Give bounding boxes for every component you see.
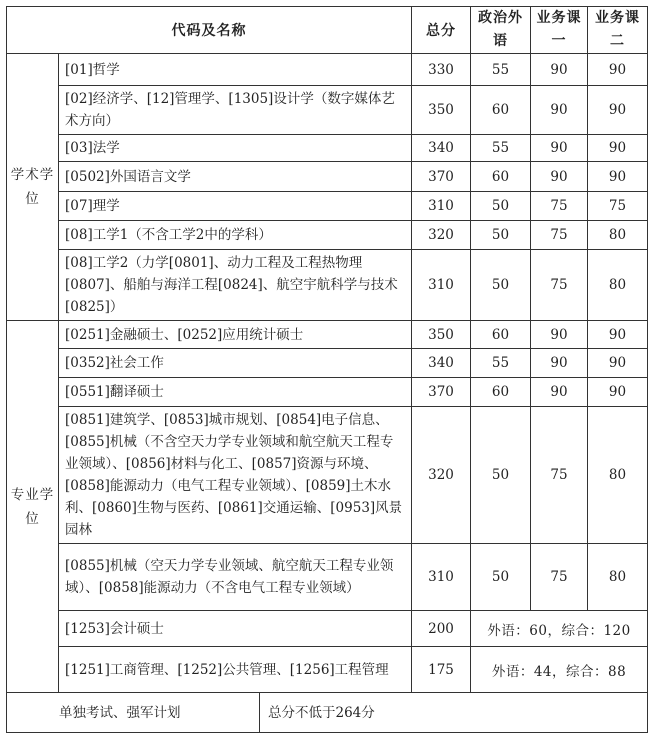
footer-value: 总分不低于264分 — [260, 693, 648, 733]
footer-row — [7, 693, 648, 733]
row-name: [1251]工商管理、[1252]公共管理、[1256]工程管理 — [59, 647, 412, 693]
score-table — [6, 6, 648, 733]
row-course1: 75 — [531, 192, 588, 221]
row-total: 340 — [412, 349, 471, 378]
row-total: 175 — [412, 647, 471, 693]
row-name: [08]工学1（不含工学2中的学科） — [59, 221, 412, 250]
table-row — [7, 54, 648, 86]
table-row — [7, 407, 648, 544]
row-name: [02]经济学、[12]管理学、[1305]设计学（数字媒体艺术方向） — [59, 86, 412, 135]
row-politics: 60 — [471, 162, 531, 192]
row-total: 370 — [412, 378, 471, 407]
row-name: [07]理学 — [59, 192, 412, 221]
row-name: [0551]翻译硕士 — [59, 378, 412, 407]
row-politics: 50 — [471, 544, 531, 611]
row-course2: 90 — [588, 54, 648, 86]
row-total: 310 — [412, 544, 471, 611]
table-row — [7, 135, 648, 162]
row-course2: 90 — [588, 162, 648, 192]
footer-label: 单独考试、强军计划 — [7, 693, 260, 733]
header-name: 代码及名称 — [7, 7, 412, 54]
category-professional: 专业学位 — [7, 321, 59, 693]
header-course2: 业务课二 — [588, 7, 648, 54]
row-course1: 75 — [531, 250, 588, 321]
row-total: 320 — [412, 221, 471, 250]
table-row — [7, 647, 648, 693]
row-course1: 90 — [531, 162, 588, 192]
row-politics: 60 — [471, 378, 531, 407]
row-name: [0851]建筑学、[0853]城市规划、[0854]电子信息、[0855]机械（不含空天力学专业领域和航空航天工程专业领域）、[0856]材料与化工、[0857]资源与环境、[0858]能源动力（电气工程专业领域）、[0859]土木水利、[0860]生物与医药、[0861]交通运输、[0953]风景园林 — [59, 407, 412, 544]
row-name: [0251]金融硕士、[0252]应用统计硕士 — [59, 321, 412, 349]
row-total: 310 — [412, 250, 471, 321]
row-total: 350 — [412, 321, 471, 349]
header-total: 总分 — [412, 7, 471, 54]
table-row — [7, 544, 648, 611]
row-course2: 90 — [588, 86, 648, 135]
header-politics: 政治外语 — [471, 7, 531, 54]
row-total: 310 — [412, 192, 471, 221]
row-course2: 80 — [588, 544, 648, 611]
row-name: [0352]社会工作 — [59, 349, 412, 378]
row-name: [1253]会计硕士 — [59, 611, 412, 647]
row-name: [08]工学2（力学[0801]、动力工程及工程热物理[0807]、船舶与海洋工程[0824]、航空宇航科学与技术[0825]） — [59, 250, 412, 321]
row-course2: 80 — [588, 407, 648, 544]
category-academic: 学术学位 — [7, 54, 59, 321]
table-row — [7, 86, 648, 135]
row-total: 350 — [412, 86, 471, 135]
row-name: [01]哲学 — [59, 54, 412, 86]
header-course1: 业务课一 — [531, 7, 588, 54]
table-row — [7, 378, 648, 407]
row-name: [0502]外国语言文学 — [59, 162, 412, 192]
table-row — [7, 321, 648, 349]
row-combined-score: 外语：60，综合：120 — [471, 611, 648, 647]
row-course1: 90 — [531, 349, 588, 378]
row-politics: 50 — [471, 250, 531, 321]
row-course1: 90 — [531, 54, 588, 86]
table-row — [7, 250, 648, 321]
row-total: 320 — [412, 407, 471, 544]
row-course1: 90 — [531, 86, 588, 135]
row-course1: 75 — [531, 544, 588, 611]
table-row — [7, 611, 648, 647]
row-course2: 90 — [588, 349, 648, 378]
row-politics: 60 — [471, 321, 531, 349]
row-total: 370 — [412, 162, 471, 192]
row-course2: 75 — [588, 192, 648, 221]
row-course2: 90 — [588, 378, 648, 407]
row-politics: 50 — [471, 192, 531, 221]
row-name: [03]法学 — [59, 135, 412, 162]
row-politics: 55 — [471, 349, 531, 378]
row-combined-score: 外语：44，综合：88 — [471, 647, 648, 693]
table-row — [7, 221, 648, 250]
row-politics: 55 — [471, 54, 531, 86]
row-politics: 50 — [471, 407, 531, 544]
row-total: 200 — [412, 611, 471, 647]
row-course1: 90 — [531, 321, 588, 349]
row-course1: 75 — [531, 221, 588, 250]
row-course1: 90 — [531, 135, 588, 162]
row-course2: 80 — [588, 221, 648, 250]
row-course2: 90 — [588, 135, 648, 162]
header-row — [7, 7, 648, 54]
table-row — [7, 349, 648, 378]
row-politics: 55 — [471, 135, 531, 162]
row-politics: 60 — [471, 86, 531, 135]
row-course1: 90 — [531, 378, 588, 407]
row-course2: 90 — [588, 321, 648, 349]
row-politics: 50 — [471, 221, 531, 250]
table-row — [7, 192, 648, 221]
row-total: 340 — [412, 135, 471, 162]
table-row — [7, 162, 648, 192]
row-course1: 75 — [531, 407, 588, 544]
row-course2: 80 — [588, 250, 648, 321]
row-total: 330 — [412, 54, 471, 86]
row-name: [0855]机械（空天力学专业领域、航空航天工程专业领域）、[0858]能源动力（不含电气工程专业领域） — [59, 544, 412, 611]
